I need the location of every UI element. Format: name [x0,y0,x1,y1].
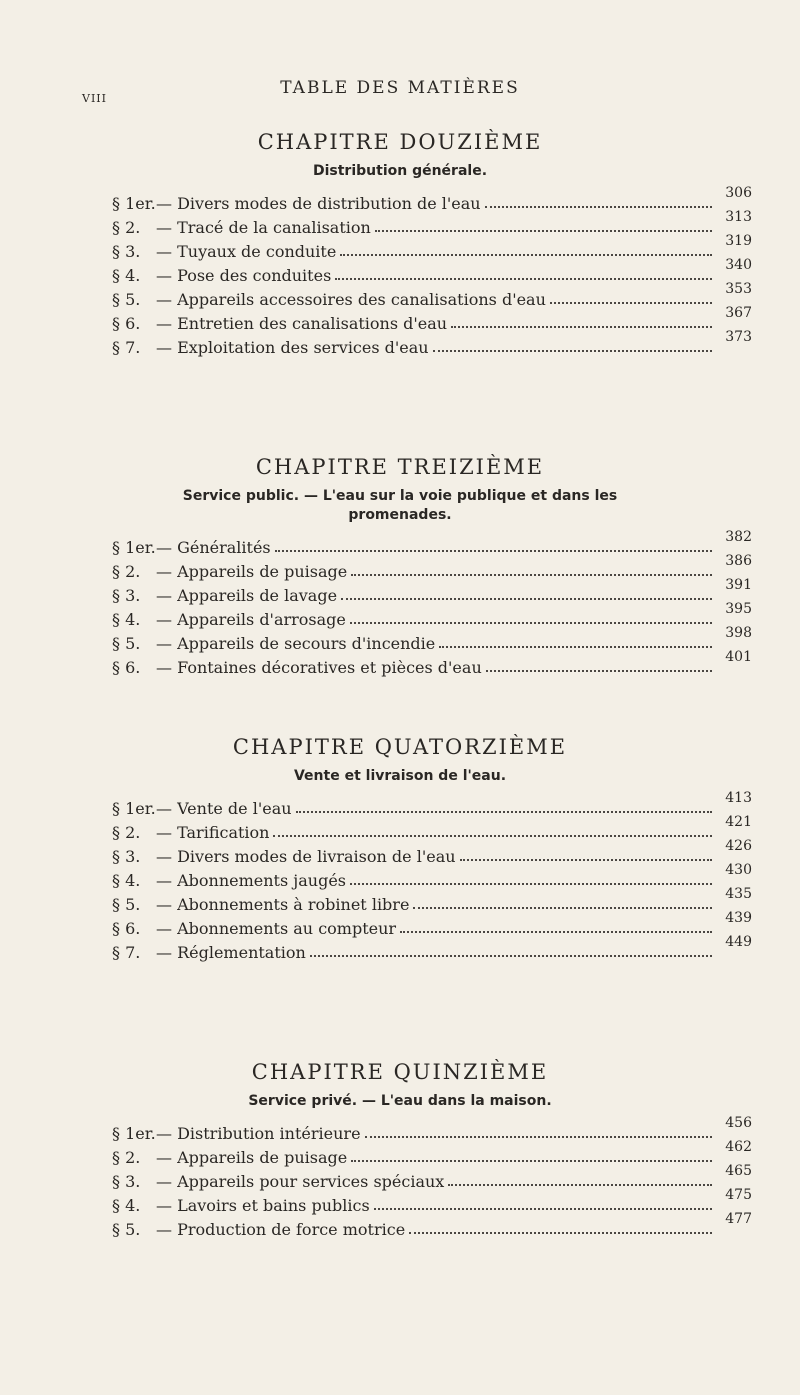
section-number: § 3. [112,1172,141,1191]
section-label: — Pose des conduites [156,266,332,285]
running-title: TABLE DES MATIÈRES [280,78,520,98]
section-number: § 4. [112,266,141,285]
dot-leader [350,622,712,624]
page-number: 313 [725,209,752,225]
page-number-column [725,525,752,669]
section-number: § 5. [112,1220,141,1239]
chapter-title: CHAPITRE DOUZIÈME [257,130,543,154]
toc-entry [112,335,732,359]
page-number: 367 [725,305,752,321]
section-number: § 5. [112,895,141,914]
page-number: 421 [725,814,752,830]
section-label: — Distribution intérieure [156,1124,361,1143]
section-number: § 3. [112,847,141,866]
section-label: — Appareils pour services spéciaux [156,1172,445,1191]
toc-entry [112,844,732,868]
toc-entry [112,1217,732,1241]
page-number-column [725,1111,752,1231]
page-number: 430 [725,862,752,878]
page-number: 439 [725,910,752,926]
page-number-column [725,181,752,349]
toc-entry [112,940,732,964]
section-number: § 1er. [112,194,156,213]
section-label: — Abonnements à robinet libre [156,895,410,914]
section-number: § 4. [112,610,141,629]
dot-leader [400,931,712,933]
page-number: 475 [725,1187,752,1203]
toc-entry [112,892,732,916]
page-number: 462 [725,1139,752,1155]
toc-list [112,529,752,679]
page-number: 398 [725,625,752,641]
toc-entry [112,607,732,631]
toc-entry [112,1145,732,1169]
section-label: — Abonnements jaugés [156,871,346,890]
toc-list [112,790,752,964]
dot-leader [433,350,712,352]
section-label: — Tuyaux de conduite [156,242,337,261]
page-number: 353 [725,281,752,297]
section-number: § 6. [112,314,141,333]
chapter-subtitle: Service privé. — L'eau dans la maison. [248,1093,552,1109]
section-label: — Tracé de la canalisation [156,218,371,237]
page-number: 386 [725,553,752,569]
section-number: § 2. [112,218,141,237]
dot-leader [341,598,712,600]
section-label: — Généralités [156,538,271,557]
section-label: — Fontaines décoratives et pièces d'eau [156,658,482,677]
toc-entry [112,1169,732,1193]
section-label: — Appareils accessoires des canalisations d'eau [156,290,546,309]
toc-entry [112,655,732,679]
dot-leader [340,254,712,256]
section-number: § 4. [112,1196,141,1215]
section-number: § 1er. [112,799,156,818]
chapter-15 [0,1060,800,1241]
page-number: 456 [725,1115,752,1131]
chapter-12 [0,130,800,359]
dot-leader [350,883,712,885]
section-number: § 3. [112,586,141,605]
page-number: 477 [725,1211,752,1227]
toc-list [112,1115,752,1241]
toc-entry [112,868,732,892]
dot-leader [413,907,712,909]
toc-entry [112,239,732,263]
toc-entry [112,583,732,607]
page-number: 319 [725,233,752,249]
chapter-subtitle: Service public. — L'eau sur la voie publique et dans les promenades. [182,488,618,523]
dot-leader [296,811,712,813]
page-number: 395 [725,601,752,617]
dot-leader [375,230,712,232]
page-number: 373 [725,329,752,345]
toc-entry [112,287,732,311]
section-label: — Appareils d'arrosage [156,610,346,629]
section-label: — Réglementation [156,943,306,962]
toc-list [112,185,752,359]
dot-leader [335,278,712,280]
section-label: — Tarification [156,823,270,842]
dot-leader [351,574,712,576]
page-number: 391 [725,577,752,593]
toc-entry [112,311,732,335]
page-number: 426 [725,838,752,854]
toc-entry [112,1193,732,1217]
dot-leader [310,955,712,957]
page-number: 340 [725,257,752,273]
section-number: § 2. [112,823,141,842]
dot-leader [448,1184,712,1186]
dot-leader [451,326,712,328]
dot-leader [486,670,712,672]
section-label: — Divers modes de distribution de l'eau [156,194,481,213]
section-label: — Vente de l'eau [156,799,292,818]
toc-entry [112,191,732,215]
toc-entry [112,916,732,940]
chapter-subtitle: Distribution générale. [312,163,488,179]
chapter-title: CHAPITRE TREIZIÈME [255,455,545,479]
section-number: § 7. [112,943,141,962]
dot-leader [460,859,712,861]
section-label: — Appareils de puisage [156,1148,348,1167]
page-number: 413 [725,790,752,806]
section-label: — Appareils de secours d'incendie [156,634,436,653]
section-label: — Appareils de puisage [156,562,348,581]
page-number: 401 [725,649,752,665]
section-label: — Entretien des canalisations d'eau [156,314,448,333]
section-label: — Appareils de lavage [156,586,338,605]
dot-leader [374,1208,712,1210]
toc-entry [112,631,732,655]
page-number: 465 [725,1163,752,1179]
section-number: § 2. [112,562,141,581]
toc-entry [112,796,732,820]
dot-leader [550,302,712,304]
section-label: — Production de force motrice [156,1220,406,1239]
dot-leader [409,1232,712,1234]
section-label: — Exploitation des services d'eau [156,338,429,357]
toc-entry [112,215,732,239]
toc-entry [112,559,732,583]
chapter-title: CHAPITRE QUINZIÈME [251,1060,549,1084]
toc-entry [112,1121,732,1145]
page-number: 306 [725,185,752,201]
dot-leader [273,835,712,837]
page-number: 449 [725,934,752,950]
section-number: § 6. [112,919,141,938]
chapter-14 [0,735,800,964]
section-number: § 6. [112,658,141,677]
section-label: — Abonnements au compteur [156,919,397,938]
toc-entry [112,263,732,287]
section-number: § 7. [112,338,141,357]
section-number: § 4. [112,871,141,890]
chapter-13 [0,455,800,679]
dot-leader [439,646,712,648]
toc-entry [112,535,732,559]
section-label: — Divers modes de livraison de l'eau [156,847,456,866]
section-number: § 1er. [112,538,156,557]
section-label: — Lavoirs et bains publics [156,1196,370,1215]
chapter-title: CHAPITRE QUATORZIÈME [232,735,568,759]
page-folio: VIII [82,92,107,105]
section-number: § 5. [112,290,141,309]
page-number: 435 [725,886,752,902]
toc-entry [112,820,732,844]
page-number-column [725,786,752,954]
section-number: § 2. [112,1148,141,1167]
dot-leader [365,1136,712,1138]
dot-leader [275,550,712,552]
dot-leader [485,206,712,208]
chapter-subtitle: Vente et livraison de l'eau. [293,768,507,784]
section-number: § 5. [112,634,141,653]
dot-leader [351,1160,712,1162]
section-number: § 3. [112,242,141,261]
page-number: 382 [725,529,752,545]
section-number: § 1er. [112,1124,156,1143]
